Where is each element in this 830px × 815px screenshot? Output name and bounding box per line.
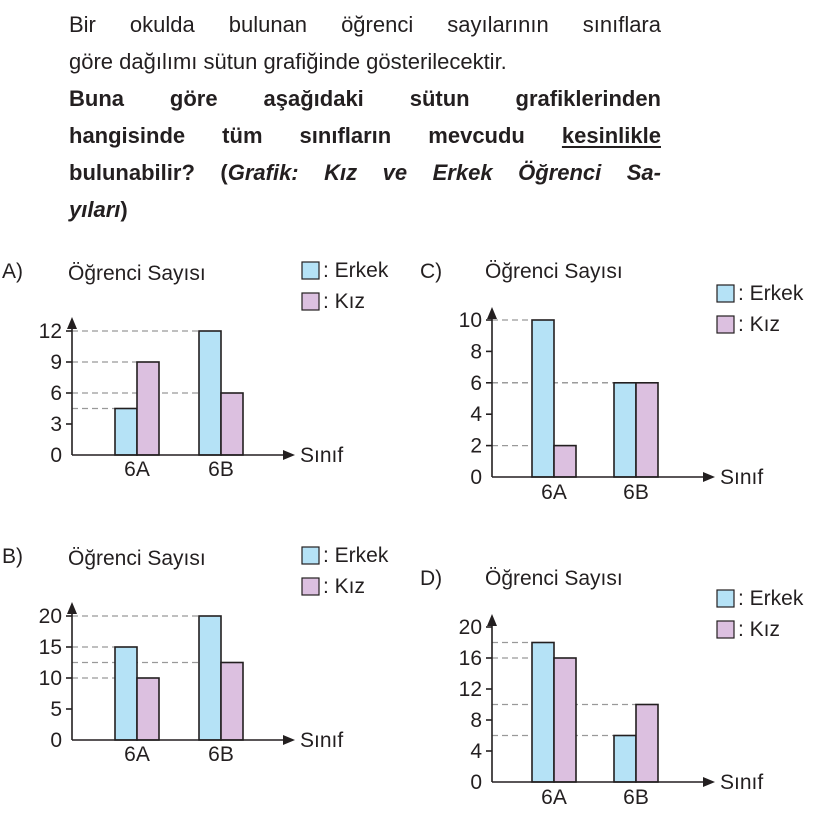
y-tick-label: 0 [50,444,62,467]
y-tick-label: 20 [458,616,482,639]
bar-kız-6b [636,383,658,477]
y-axis-label: Öğrenci Sayısı [68,547,206,570]
option-label: C) [420,260,443,283]
bar-erkek-6b [199,616,221,740]
legend-label-kiz: : Kız [738,618,781,641]
option-label: B) [2,545,23,568]
legend-label-erkek: : Erkek [738,282,804,305]
y-axis-arrow [487,614,497,626]
y-axis-label: Öğrenci Sayısı [485,260,623,283]
x-tick-label-6a: 6A [124,743,150,766]
chart-option-d[interactable] [415,560,830,813]
bar-kız-6a [554,658,576,782]
bar-kız-6a [137,362,159,455]
bar-kız-6b [221,393,243,455]
bar-erkek-6a [532,643,554,783]
question-line-5-text: bulunabilir? ( [69,160,228,185]
x-axis-arrow [283,735,295,745]
y-tick-label: 20 [38,605,62,628]
option-label: D) [420,567,443,590]
chart-option-c[interactable] [415,250,830,505]
question-line-6-close: ) [120,197,128,222]
y-tick-label: 10 [458,309,482,332]
question-line-5-italic: Grafik: Kız ve Erkek Öğrenci Sa- [227,160,661,185]
y-tick-label: 9 [50,351,62,374]
kesinlikle-underlined: kesinlikle [561,123,661,148]
x-axis-arrow [283,450,295,460]
y-tick-label: 4 [470,403,482,427]
x-tick-label-6a: 6A [541,786,567,809]
x-tick-label-6a: 6A [124,458,150,481]
bar-erkek-6b [614,736,636,783]
x-axis-label: Sınıf [300,444,344,467]
chart-option-b [0,535,415,775]
y-tick-label: 6 [470,371,482,395]
y-tick-label: 0 [470,771,482,794]
x-axis-arrow [703,777,715,787]
y-tick-label: 12 [38,320,62,343]
bar-erkek-6b [199,331,221,455]
y-tick-label: 8 [470,709,482,732]
x-tick-label-6b: 6B [208,743,234,766]
y-tick-label: 10 [38,667,62,690]
x-axis-label: Sınıf [720,466,764,489]
y-tick-label: 4 [470,740,482,763]
y-tick-label: 12 [458,678,482,701]
x-axis-label: Sınıf [300,729,344,752]
chart-option-a [0,250,415,490]
legend-label-kiz: : Kız [323,290,366,313]
legend-swatch-erkek [717,285,734,302]
question-line-6-italic: yıları [69,197,121,222]
y-axis-label: Öğrenci Sayısı [68,262,206,285]
x-tick-label-6b: 6B [623,481,649,504]
y-axis-label: Öğrenci Sayısı [485,567,623,590]
legend-swatch-kiz [302,578,319,595]
y-tick-label: 0 [470,466,482,489]
option-label: A) [2,260,23,283]
x-axis-label: Sınıf [720,771,764,794]
legend-swatch-erkek [302,547,319,564]
bar-erkek-6a [115,409,137,456]
bar-erkek-6a [532,320,554,477]
bar-erkek-6a [115,647,137,740]
legend-label-erkek: : Erkek [323,259,389,282]
question-line-2: göre dağılımı sütun grafiğinde gösterilecektir. [69,49,507,74]
y-tick-label: 5 [50,698,62,721]
y-axis-arrow [67,317,77,329]
y-tick-label: 15 [38,636,62,659]
bar-kız-6b [636,705,658,783]
bar-kız-6b [221,663,243,741]
legend-swatch-erkek [302,262,319,279]
question-line-4-text: hangisinde tüm sınıfların mevcudu [69,123,562,148]
question-text [69,6,661,228]
legend-label-kiz: : Kız [323,575,366,598]
y-tick-label: 6 [50,382,62,405]
y-tick-label: 8 [470,340,482,364]
bar-erkek-6b [614,383,636,477]
legend-label-erkek: : Erkek [323,544,389,567]
question-line-3: Buna göre aşağıdaki sütun grafiklerinden [69,86,661,111]
y-axis-arrow [487,307,497,319]
y-tick-label: 0 [50,729,62,752]
x-tick-label-6b: 6B [208,458,234,481]
legend-swatch-kiz [717,621,734,638]
x-axis-arrow [703,472,715,482]
question-line-6 [69,191,661,228]
x-tick-label-6b: 6B [623,786,649,809]
bar-kız-6a [554,446,576,477]
question-line-1: Bir okulda bulunan öğrenci sayılarının sınıflara [69,12,661,37]
question-line-4 [69,117,661,154]
question-line-5 [69,154,661,191]
y-tick-label: 16 [458,647,482,670]
legend-swatch-kiz [302,293,319,310]
bar-kız-6a [137,678,159,740]
legend-label-kiz: : Kız [738,313,781,336]
y-axis-arrow [67,602,77,614]
y-tick-label: 2 [470,434,482,458]
legend-label-erkek: : Erkek [738,587,804,610]
x-tick-label-6a: 6A [541,481,567,504]
legend-swatch-kiz [717,316,734,333]
y-tick-label: 3 [50,413,62,436]
legend-swatch-erkek [717,590,734,607]
